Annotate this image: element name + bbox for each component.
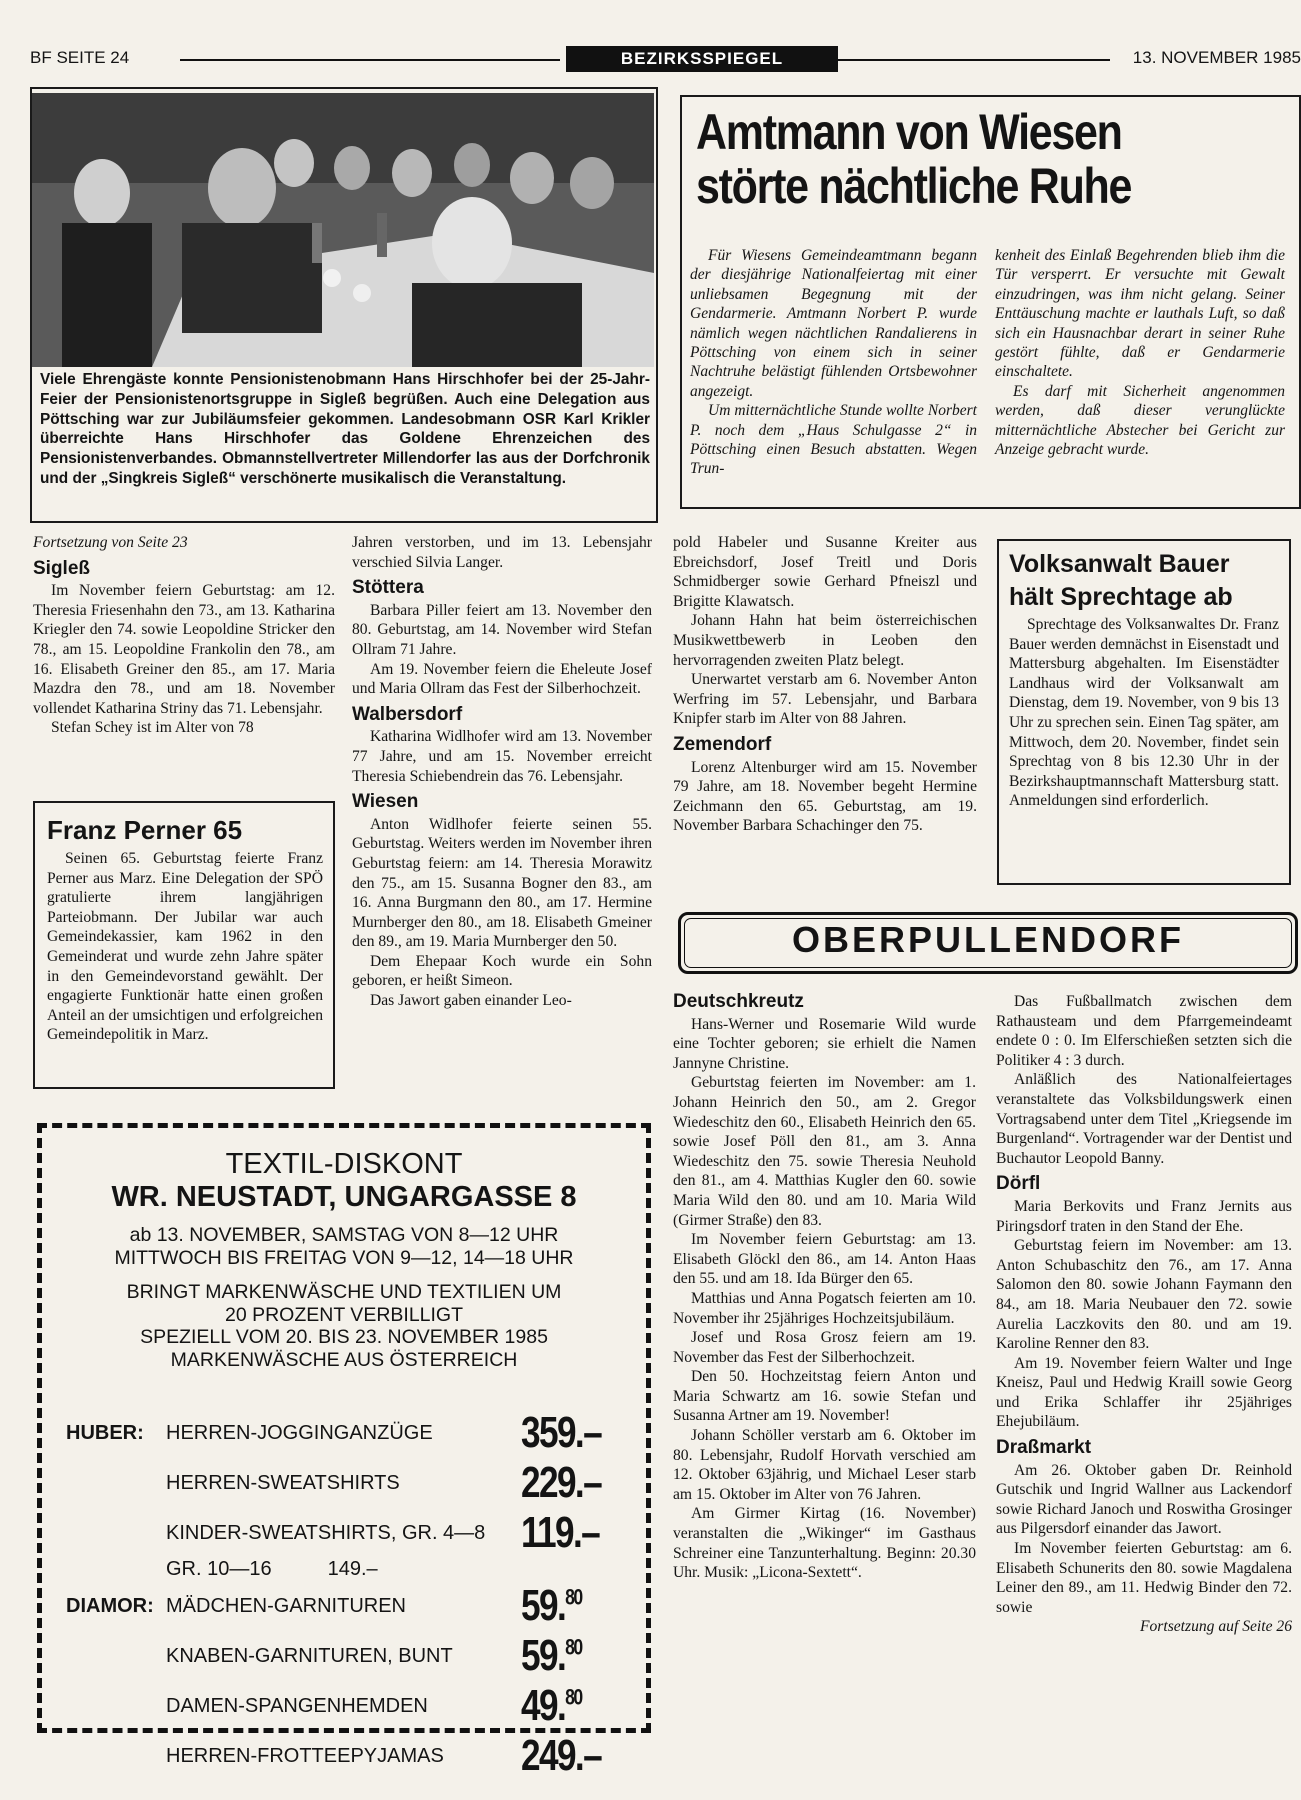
ad-offer-1: BRINGT MARKENWÄSCHE UND TEXTILIEN UM bbox=[126, 1281, 562, 1303]
ad-store-name: TEXTIL-DISKONT bbox=[225, 1148, 463, 1180]
ad-item-name: KINDER-SWEATSHIRTS, GR. 4—8 bbox=[166, 1521, 486, 1544]
paragraph: Geburtstag feierten im November: am 1. Johann Heinrich den 50., am 2. Gregor Wiedeschitz den 60., Elisabeth Heinrich den 65. sowie Josef Pöll den 81., am 3. Anna Wiedeschitz den 75. sowie Theresia Neuhold den 81., am 4. Matthias Kugler den 60. sowie Maria Wild den 80. und am 10. Maria Wild (Girmer Straße) den 83. bbox=[673, 1074, 976, 1229]
ad-item-name: MÄDCHEN-GARNITUREN bbox=[166, 1594, 406, 1617]
continued-on: Fortsetzung auf Seite 26 bbox=[1139, 1618, 1292, 1636]
paragraph: Das Fußballmatch zwischen dem Rathausteam und dem Pfarrgemeindeamt endete 0 : 0. Im Elferschießen setzten sich die Politiker 4 : 3 durch. bbox=[996, 993, 1292, 1069]
paragraph: Johann Schöller verstarb am 6. Oktober im 80. Lebensjahr, Rudolf Horvath verschied am 12. Oktober 63jährig, und Michael Leser starb am 15. Oktober im Alter von 76 Jahren. bbox=[673, 1427, 976, 1503]
textil-diskont-ad bbox=[37, 1123, 651, 1780]
heading-zemendorf: Zemendorf bbox=[673, 733, 772, 755]
paragraph: Anton Widlhofer feierte seinen 55. Geburtstag. Weiters werden im November ihren Geburtstag feiern: am 14. Theresia Morawitz den 75., am 15. Susanna Bogner den 83., am 16. Anna Burgmann den 80., am 17. Hermine Murnberger den 80., am 18. Elisabeth Gmeiner den 89., am 19. Maria Murnberger den 50. bbox=[352, 815, 652, 951]
ad-offer-4: MARKENWÄSCHE AUS ÖSTERREICH bbox=[170, 1348, 518, 1371]
ad-price-list bbox=[66, 1408, 632, 1781]
bauer-text-wrap bbox=[1009, 615, 1279, 811]
ad-item bbox=[66, 1731, 632, 1781]
ad-item-name: HERREN-JOGGINGANZÜGE bbox=[166, 1421, 433, 1444]
bauer-box bbox=[997, 539, 1291, 885]
paragraph: Anläßlich des Nationalfeiertages veranstaltete das Volksbildungswerk einen Vortragsabend unter dem Titel „Kriegsende im Burgenland“. Vortragender war der Dentist und Buchautor Leopold Banny. bbox=[996, 1071, 1292, 1167]
bauer-text: Sprechtage des Volksanwaltes Dr. Franz Bauer werden demnächst in Eisenstadt und Mattersburg abgehalten. Im Eisenstädter Landhaus wird der Volksanwalt am Dienstag, dem 19. November, von 9 bis 13 Uhr zu sprechen sein. Einen Tag später, am Mittwoch, dem 20. November, findet sein Sprechtag von 8 bis 12.30 Uhr in der Bezirkshauptmannschaft Mattersburg statt. Anmeldungen sind erforderlich. bbox=[1009, 616, 1279, 810]
heading-wiesen: Wiesen bbox=[352, 791, 419, 813]
ad-item-name: GR. 10—16 bbox=[166, 1558, 272, 1580]
paragraph: Für Wiesens Gemeindeamtmann begann der diesjährige Nationalfeiertag mit einer unliebsamen Begegnung mit der Gendarmerie. Amtmann Norbert P. wurde nämlich wegen nächtlichen Randalierens in Pöttsching von einem sich in seiner Nachtruhe belästigt fühlenden Ortsbewohner angezeigt. bbox=[690, 247, 977, 400]
ad-item-price-wrap bbox=[521, 1681, 610, 1731]
ad-brand-empty bbox=[66, 1731, 166, 1781]
paragraph: Den 50. Hochzeitstag feiern Anton und Maria Schwartz am 16. sowie Stefan und Susanna Artner am 19. November! bbox=[673, 1368, 976, 1425]
paragraph: Barbara Piller feiert am 13. November den 80. Geburtstag, am 14. November wird Stefan Ollram 71 Jahre. bbox=[352, 601, 652, 658]
paragraph: Im November feiern Geburtstag: am 12. Theresia Friesenhahn den 73., am 13. Katharina Kriegler den 74. sowie Leopoldine Stricker den 78., am 15. Leopoldine Frankolin den 78., am 16. Elisabeth Greiner den 85., am 17. Maria Mazdra den 78., und am 18. November vollendet Katharina Striny das 71. Lebensjahr. bbox=[33, 582, 335, 717]
paragraph: Im November feiern Geburtstag: am 13. Elisabeth Glöckl den 86., am 14. Anton Haas den 55. und am 18. Ida Bürger den 65. bbox=[673, 1231, 976, 1288]
perner-box bbox=[33, 801, 335, 1089]
heading-sigless: Sigleß bbox=[33, 557, 91, 579]
column-1 bbox=[33, 533, 335, 738]
ad-offer-3: SPEZIELL VOM 20. BIS 23. NOVEMBER 1985 bbox=[140, 1326, 548, 1348]
lead-article-col-2 bbox=[995, 246, 1285, 459]
ad-item-cents: 80 bbox=[564, 1634, 582, 1660]
perner-text: Seinen 65. Geburtstag feierte Franz Perner aus Marz. Eine Delegation der SPÖ gratulierte ihrem langjährigen Parteiobmann. Der Jubilar war auch Gemeindekassier, kam 1962 in den Gemeinderat und wurde zehn Jahre später in den Gemeindevorstand gewählt. Der engagierte Funktionär hatte einen großen Anteil an der umsichtigen und erfolgreichen Gemeindepolitik in Marz. bbox=[47, 850, 323, 1044]
masthead-rule bbox=[810, 59, 1110, 61]
ad-item bbox=[66, 1681, 632, 1731]
region-banner bbox=[678, 912, 1298, 974]
ad-brand-empty bbox=[66, 1558, 166, 1581]
ad-item bbox=[66, 1558, 632, 1581]
ad-item-price: 59. bbox=[520, 1631, 565, 1680]
paragraph: Es darf mit Sicherheit angenommen werden, daß dieser verunglückte mitternächtliche Abstecher bei Gericht zur Anzeige gebracht wurde. bbox=[995, 382, 1285, 459]
heading-doerfl: Dörfl bbox=[996, 1173, 1041, 1195]
group-photo bbox=[32, 93, 654, 367]
paragraph: Josef und Rosa Grosz feiern am 19. November das Fest der Silberhochzeit. bbox=[673, 1329, 976, 1366]
ad-item-price-wrap bbox=[521, 1581, 610, 1631]
paragraph: Matthias und Anna Pogatsch feierten am 10. November ihr 25jähriges Hochzeitsjubiläum. bbox=[673, 1289, 976, 1327]
ad-brand-empty bbox=[66, 1631, 166, 1681]
ad-brand-empty bbox=[66, 1458, 166, 1508]
ad-brand: HUBER: bbox=[66, 1421, 144, 1444]
bauer-title-line-1: Volksanwalt Bauer bbox=[1009, 550, 1230, 578]
ad-item-price-wrap bbox=[521, 1631, 610, 1681]
ad-item-price: 119.– bbox=[520, 1508, 599, 1557]
photo-illustration bbox=[32, 93, 654, 367]
ad-item-name: DAMEN-SPANGENHEMDEN bbox=[166, 1694, 428, 1717]
ad-item-price: 49. bbox=[520, 1681, 565, 1730]
oberpullendorf-col-1 bbox=[673, 992, 976, 1583]
ad-item bbox=[66, 1581, 632, 1631]
paragraph: Hans-Werner und Rosemarie Wild wurde eine Tochter geboren; sie erhielt die Namen Jannyne Christine. bbox=[673, 1015, 976, 1072]
ad-item bbox=[66, 1458, 632, 1508]
heading-drassmarkt: Draßmarkt bbox=[996, 1437, 1092, 1459]
ad-item-subprice: 149.– bbox=[327, 1558, 378, 1580]
column-3 bbox=[673, 533, 977, 836]
ad-item-sizes bbox=[166, 1558, 521, 1581]
ad-item-name: HERREN-FROTTEEPYJAMAS bbox=[166, 1744, 444, 1767]
issue-date: 13. NOVEMBER 1985 bbox=[1132, 48, 1301, 67]
perner-text-wrap bbox=[47, 849, 323, 1045]
section-label: BEZIRKSSPIEGEL bbox=[566, 46, 838, 72]
oberpullendorf-col-2 bbox=[996, 992, 1292, 1637]
paragraph: Am Girmer Kirtag (16. November) veranstalten die „Wikinger“ im Gasthaus Schreiner eine Tanzunterhaltung. Beginn: 20.30 Uhr. Musik: „Licona-Sextett“. bbox=[673, 1505, 976, 1582]
paragraph: Lorenz Altenburger wird am 15. November 79 Jahre, am 18. November begeht Hermine Zeichmann den 65. Geburtstag, am 19. November Barbara Schachinger den 75. bbox=[673, 758, 977, 835]
ad-address: WR. NEUSTADT, UNGARGASSE 8 bbox=[111, 1181, 577, 1213]
ad-item-name: HERREN-SWEATSHIRTS bbox=[166, 1471, 400, 1494]
ad-brand: DIAMOR: bbox=[66, 1594, 154, 1617]
paragraph: Geburtstag feiern im November: am 13. Anton Schubaschitz den 76., am 17. Anna Salomon den 80. sowie Johann Faymann den 84., am 18. Maria Neubauer den 72. sowie Aurelia Laczkovits den 80. und am 19. Karoline Renner den 83. bbox=[996, 1237, 1292, 1353]
ad-item bbox=[66, 1631, 632, 1681]
ad-brand-empty bbox=[66, 1681, 166, 1731]
headline-line-1: Amtmann von Wiesen bbox=[696, 104, 1122, 160]
ad-item-cents: 80 bbox=[564, 1584, 582, 1610]
ad-brand-empty bbox=[66, 1508, 166, 1558]
region-banner-text: OBERPULLENDORF bbox=[792, 919, 1184, 960]
ad-item bbox=[66, 1408, 632, 1458]
paragraph: Unerwartet verstarb am 6. November Anton Werfring im 57. Lebensjahr, und Barbara Knipfer starb im Alter von 88 Jahren. bbox=[673, 671, 977, 728]
paragraph: Um mitternächtliche Stunde wollte Norbert P. noch dem „Haus Schulgasse 2“ in Pöttsching einen Besuch abstatten. Wegen Trun- bbox=[690, 402, 977, 478]
lead-article-title bbox=[696, 105, 1296, 213]
photo-caption: Viele Ehrengäste konnte Pensionistenobmann Hans Hirschhofer bei der 25-Jahr-Feier der Pensionistenortsgruppe in Sigleß begrüßen. Auch eine Delegation aus Pöttsching war zur Jubiläumsfeier gekommen. Landesobmann OSR Karl Krikler überreichte Hans Hirschhofer das Goldene Ehrenzeichen des Pensionistenverbandes. Obmannstellvertreter Millendorfer las aus der Dorfchronik und der „Singkreis Sigleß“ verschönerte musikalisch die Veranstaltung. bbox=[40, 371, 650, 487]
paragraph: Johann Hahn hat beim österreichischen Musikwettbewerb in Leoben den hervorragenden zweiten Platz belegt. bbox=[673, 612, 977, 669]
paragraph: Stefan Schey ist im Alter von 78 bbox=[51, 719, 254, 737]
ad-item-cents: 80 bbox=[564, 1684, 582, 1710]
paragraph: Am 19. November feiern Walter und Inge Kneisz, Paul und Hedwig Kraill sowie Georg und Erika Schlaffer ihr 25jähriges Ehejubiläum. bbox=[996, 1354, 1292, 1431]
perner-title: Franz Perner 65 bbox=[47, 815, 243, 845]
ad-item bbox=[66, 1508, 632, 1558]
paragraph: Maria Berkovits und Franz Jernits aus Piringsdorf traten in den Stand der Ehe. bbox=[996, 1197, 1292, 1235]
ad-item-price: 229.– bbox=[520, 1458, 601, 1507]
column-2 bbox=[352, 533, 652, 1011]
paragraph: Am 26. Oktober gaben Dr. Reinhold Gutschik und Ingrid Wallner aus Lackendorf sowie Richard Janoch und Roswitha Grosinger aus Pilgersdorf einander das Jawort. bbox=[996, 1461, 1292, 1538]
paragraph: Das Jawort gaben einander Leo- bbox=[370, 992, 572, 1010]
paragraph: Jahren verstorben, und im 13. Lebensjahr verschied Silvia Langer. bbox=[352, 534, 652, 571]
ad-item-name: KNABEN-GARNITUREN, BUNT bbox=[166, 1644, 453, 1667]
masthead-rule bbox=[180, 59, 560, 61]
paragraph: Im November feierten Geburtstag: am 6. Elisabeth Schunerits den 80. sowie Magdalena Leiner den 89., am 11. Hedwig Binder den 72. sowie bbox=[996, 1540, 1292, 1616]
headline-line-2: störte nächtliche Ruhe bbox=[696, 158, 1132, 214]
heading-deutschkreutz: Deutschkreutz bbox=[673, 991, 804, 1012]
paragraph: Katharina Widlhofer wird am 13. November 77 Jahre, und am 15. November erreicht Theresia Schiebendrein das 76. Lebensjahr. bbox=[352, 728, 652, 785]
ad-item-price: 249.– bbox=[520, 1731, 601, 1780]
ad-hours-1: ab 13. NOVEMBER, SAMSTAG VON 8—12 UHR bbox=[129, 1224, 559, 1246]
paragraph: pold Habeler und Susanne Kreiter aus Ebreichsdorf, Josef Treitl und Doris Schmidberger sowie Gerhard Pfneiszl und Brigitte Klawatsch. bbox=[673, 534, 977, 610]
ad-offer-2: 20 PROZENT VERBILLIGT bbox=[224, 1303, 464, 1326]
heading-walbersdorf: Walbersdorf bbox=[352, 703, 463, 725]
heading-stoettera: Stöttera bbox=[352, 577, 424, 599]
ad-item-price: 359.– bbox=[520, 1408, 601, 1457]
lead-article-col-1 bbox=[690, 246, 977, 479]
paragraph: kenheit des Einlaß Begehrenden blieb ihm die Tür versperrt. Er versuchte mit Gewalt einzudringen, was ihm nicht gelang. Seiner Enttäuschung machte er lauthals Luft, so daß sich ein Hausnachbar derart in seiner Ruhe gestört fühlte, daß er Gendarmerie einschaltete. bbox=[995, 247, 1285, 381]
paragraph: Am 19. November feiern die Eheleute Josef und Maria Ollram das Fest der Silberhochzeit. bbox=[352, 660, 652, 698]
page-label: BF SEITE 24 bbox=[30, 48, 130, 67]
paragraph: Dem Ehepaar Koch wurde ein Sohn geboren, er heißt Simeon. bbox=[352, 952, 652, 990]
ad-item-price: 59. bbox=[520, 1581, 565, 1630]
ad-hours-2: MITTWOCH BIS FREITAG VON 9—12, 14—18 UHR bbox=[114, 1246, 574, 1269]
masthead bbox=[30, 46, 1301, 72]
bauer-title-line-2: hält Sprechtage ab bbox=[1009, 583, 1233, 611]
continued-from: Fortsetzung von Seite 23 bbox=[33, 534, 188, 551]
ad-price-empty bbox=[521, 1558, 632, 1581]
